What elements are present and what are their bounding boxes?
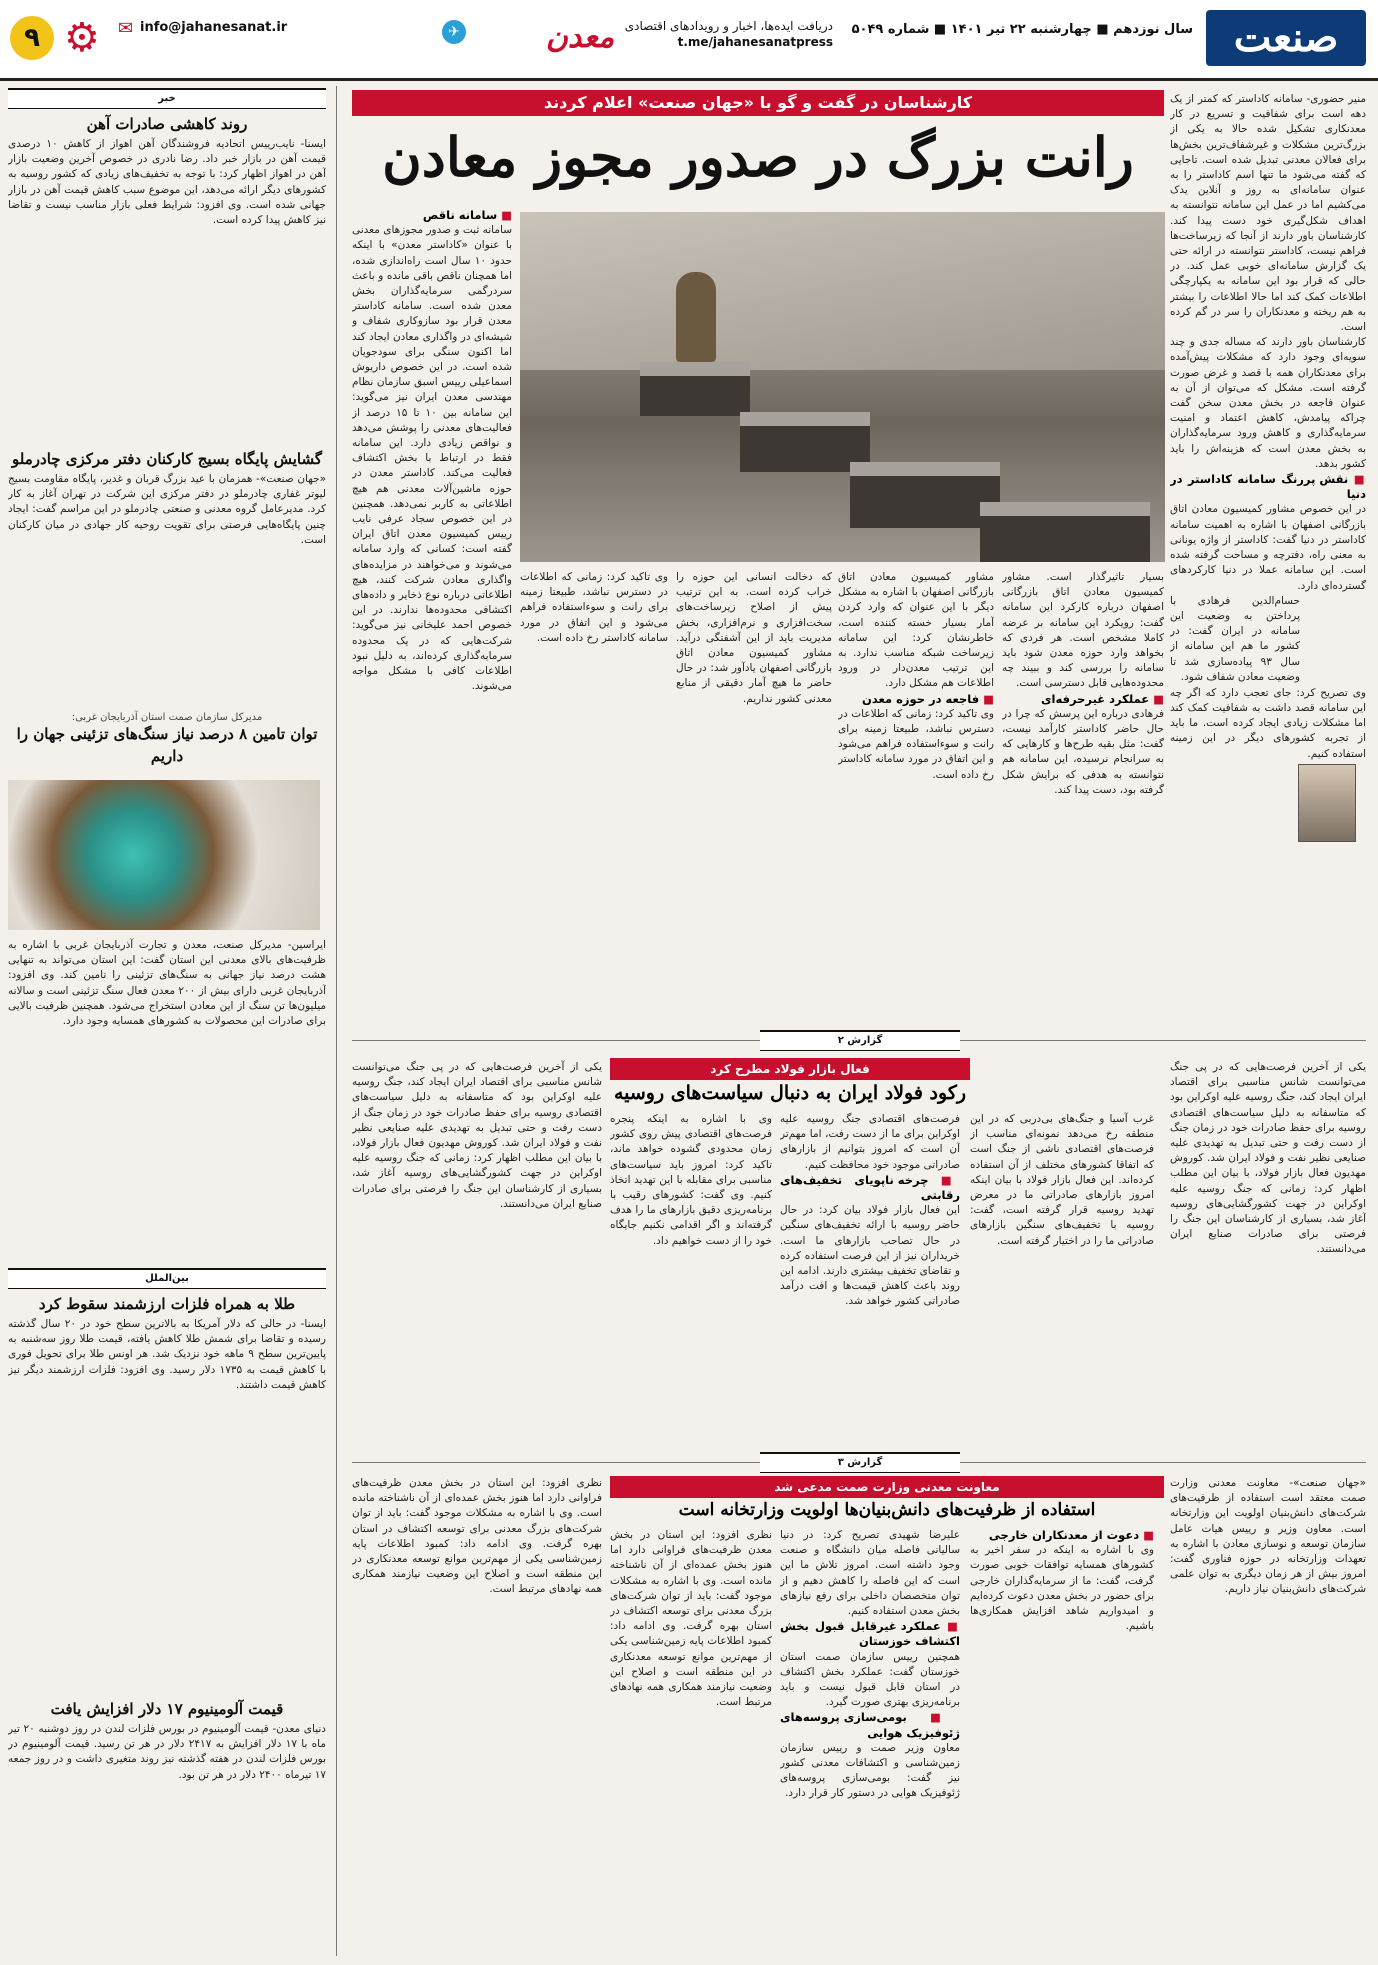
article-paragraph: وی تاکید کرد: زمانی که اطلاعات در دسترس نباشد، طبیعتا زمینه برای رانت و سوءاستفاده فراهم می‌شود و این اتفاق در مورد سامانه کاداستر رخ داده است. [838, 707, 994, 781]
sidebar-text: دنیای معدن- قیمت آلومینیوم در بورس فلزات لندن در روز دوشنبه ۲۰ تیر ماه با ۱۷ دلار افزایش به ۲۴۱۷ دلار در هر تن رسید. قیمت آلومینیوم در بورس فلزات لندن در هفته گذشته نیز روند متغیری داشت و در روز جمعه ۱۷ تیرماه ۲۴۰۰ دلار در هر تن بود. [8, 1723, 326, 1781]
article-paragraph: علیرضا شهیدی تصریح کرد: در دنیا سالیانی فاصله میان دانشگاه و صنعت وجود داشته است. امروز تلاش ما این است که این فاصله را کاهش دهیم و از توان متخصصان داخلی برای رفع نیازهای بخش معدن استفاده کنیم. [780, 1529, 960, 1618]
article-paragraph: سامانه ثبت و صدور مجوزهای معدنی با عنوان «کاداستر معدن» با اینکه حدود ۱۰ سال است راه‌اندازی شده، اما همچنان ناقص باقی مانده و باعث سردرگمی سرمایه‌گذاران بخش معدن شده است. سامانه کاداستر معدن قرار بود سازوکاری شفاف و شیشه‌ای در واگذاری معادن ایجاد کند اما اکنون سنگی برای سودجویان شده است. در این خصوص داریوش اسماعیلی رییس اسبق سازمان نظام مهندسی معدن ایران نیز می‌گوید: این سامانه بین ۱۰ تا ۱۵ درصد از فعالیت‌های معدنی را پوشش می‌دهد و نواقص زیادی دارد. این سامانه فقط در ارتباط با بخش اکتشاف فعالیت می‌کند. کاداستر معدن در حوزه ماشین‌آلات معدنی هم هیچ اطلاعاتی به کاربر نمی‌دهد. همچنین در این خصوص سجاد عرفی نایب رییس کمیسیون معدن اتاق ایران گفته است: کسانی که وارد سامانه می‌شوند و می‌خواهند در مزایده‌های واگذاری معادن شرکت کنند، هیچ اطلاعاتی درباره نوع ذخایر و داده‌های اکتشافی محدوده‌ها ندارند. در این خصوص احمد علیخانی نیز می‌گوید: شرکت‌هایی که در یک محدوده سرمایه‌گذاری کرده‌اند، به دلیل نبود اطلاعات کافی با مشکل مواجه می‌شوند. [352, 224, 512, 693]
sidebar-text: «جهان صنعت»- همزمان با عید بزرگ قربان و غدیر، پایگاه مقاومت بسیج لیوتر غفاری چادرملو در دفتر مرکزی این شرکت در تهران آغاز به کار کرد. مدیرعامل گروه معدنی و صنعتی چادرملو در این مراسم گفت: ایجاد چنین پایگاه‌هایی فرصتی برای تقویت روحیه کار جهادی در میان کارکنان است. [8, 473, 326, 546]
sidebar-label: بین‌الملل [8, 1268, 326, 1289]
middle-column-1 [1170, 1060, 1366, 1452]
telegram-icon[interactable]: ✈ [442, 20, 466, 44]
lower-kicker: معاونت معدنی وزارت صمت مدعی شد [610, 1476, 1164, 1498]
article-paragraph: وی با اشاره به اینکه در سفر اخیر به کشورهای همسایه توافقات خوبی صورت گرفت، گفت: ما از سرمایه‌گذاران خارجی برای حضور در بخش معدن دعوت کرده‌ایم و امیدواریم شاهد افزایش همکاری‌ها باشیم. [970, 1544, 1154, 1633]
article-paragraph: نظری افزود: این استان در بخش معدن ظرفیت‌های فراوانی دارد اما هنوز بخش عمده‌ای از آن ناشناخته مانده است. وی با اشاره به مشکلات موجود گفت: باید از توان شرکت‌های بزرگ معدنی برای توسعه اکتشاف در استان بهره گرفت. وی ادامه داد: کمبود اطلاعات پایه زمین‌شناسی یکی از مهم‌ترین موانع توسعه معدنکاری در این منطقه است و اصلاح این وضعیت نیازمند همکاری همه نهادهای مرتبط است. [352, 1477, 602, 1596]
article-paragraph: مشاور کمیسیون معادن اتاق بازرگانی اصفهان با اشاره به مشکل دیگر با این عنوان که وارد کردن آمار بسیار خسته کننده است، خاطرنشان کرد: این سامانه زیرساخت شبکه مناسب ندارد. به این ترتیب معدن‌دار در ورود اطلاعات هم مشکل دارد. [838, 571, 994, 690]
article-paragraph: در این خصوص مشاور کمیسیون معادن اتاق بازرگانی اصفهان با اشاره به اهمیت سامانه کاداستر در دنیا گفت: کاداستر از واژه یونانی به معنی راه، دفترچه و مساحت گرفته شده است. این سامانه عملا در دنیا کارکردهای گسترده‌ای دارد. [1170, 503, 1366, 592]
sidebar-title: توان تامین ۸ درصد نیاز سنگ‌های تزئینی جهان را داریم [16, 725, 318, 765]
middle-column-5 [352, 1060, 602, 1452]
article-paragraph: «جهان صنعت»- معاونت معدنی وزارت صمت معتقد است استفاده از ظرفیت‌های شرکت‌های دانش‌بنیان اولویت این وزارتخانه است. معاون وزیر و رییس هیات عامل سازمان توسعه و نوسازی معادن با اشاره به تعهدات وزارتخانه در حوزه فناوری گفت: امروز بیش از هر زمان دیگری به توان علمی شرکت‌های دانش‌بنیان نیاز داریم. [1170, 1477, 1366, 1596]
main-kicker: کارشناسان در گفت و گو با «جهان صنعت» اعلام کردند [352, 90, 1164, 116]
newspaper-logo[interactable]: صنعت [1206, 10, 1366, 66]
sidebar-text: ایسنا- در حالی که دلار آمریکا به بالاترین سطح خود در ۲۰ سال گذشته رسیده و تقاضا برای شمش طلا کاهش یافته، قیمت طلا روز سه‌شنبه به پایین‌ترین سطح ۹ ماهه خود نزدیک شد. هر اونس طلا برای تحویل فوری با کاهش قیمت به ۱۷۳۵ دلار رسید. وی افزود: فلزات ارزشمند دیگر نیز کاهش قیمت داشتند. [8, 1318, 326, 1391]
article-paragraph: کارشناسان باور دارند که مساله جدی و چند سویه‌ای وجود دارد که مشکلات پیش‌آمده برای معدنکاران همه با قصد و غرض صورت گرفته است. مشکل که می‌توان از آن به عنوان فاجعه در بخش معدن سخن گفت چراکه پیامدش، کاهش اعتماد و امنیت سرمایه‌گذاری و کاهش ورود سرمایه‌گذاران به بخش معدن است که هزینه‌اش را باید کشور بدهد. [1170, 336, 1366, 470]
article-paragraph: فرصت‌های اقتصادی جنگ روسیه علیه اوکراین برای ما از دست رفت، اما مهم‌تر آن است که امروز بتوانیم از بازارهای صادراتی موجود خود محافظت کنیم. [780, 1113, 960, 1171]
sidebar-text: ایراسین- مدیرکل صنعت، معدن و تجارت آذربایجان غربی با اشاره به ظرفیت‌های بالای معدنی این استان گفت: این استان می‌تواند به تنهایی هشت درصد نیاز جهانی به سنگ‌های تزئینی را تامین کند. وی افزود: آذربایجان غربی دارای بیش از ۲۰۰ معدن فعال سنگ تزئینی است و سالانه میلیون‌ها تن سنگ از این معادن استخراج می‌شود. همچنین ظرفیت بالایی برای صادرات این محصولات به کشورهای همسایه وجود دارد. [8, 939, 326, 1028]
main-headline: رانت بزرگ در صدور مجوز معادن [382, 125, 1134, 189]
sidebar-news-5 [8, 1700, 326, 1952]
sidebar-label: مدیرکل سازمان صمت استان آذربایجان غربی: [71, 712, 263, 723]
main-column-right [1170, 92, 1366, 1094]
subheading: ■ چرخه ناپویای تخفیف‌های رقابتی [780, 1173, 960, 1203]
report-rubric: گزارش ۲ [760, 1030, 960, 1051]
article-paragraph: غرب آسیا و جنگ‌های بی‌دربی که در این منطقه رخ می‌دهد نمونه‌ای مناسب از فرصت‌های اقتصادی ناشی از جنگ است که اتفاقا کشورهای مختلف از آن استفاده کرده‌اند. این فعال بازار فولاد با بیان اینکه امروز بازارهای صادراتی ما در معرض تهدید روسیه قرار گرفته است، گفت: روسیه با تخفیف‌های سنگین بازارهای صادراتی ما را در اختیار گرفته است. [970, 1113, 1154, 1247]
sidebar-news-4 [8, 1268, 326, 1707]
article-paragraph: که دخالت انسانی این حوزه را خراب کرده است. به این ترتیب پیش از اصلاح زیرساخت‌های سخت‌افزاری و نرم‌افزاری، بخش مدیریت باید از این آشفتگی درآید. مشاور کمیسیون معادن اتاق بازرگانی اصفهان یادآور شد: در حال حاضر ما هیچ آمار دقیقی از منابع معدنی کشور نداریم. [676, 571, 832, 705]
sidebar-text: ایسنا- نایب‌رییس اتحادیه فروشندگان آهن اهواز از کاهش ۱۰ درصدی قیمت آهن در بازار خبر داد. رضا نادری در خصوص آخرین وضعیت بازار آهن در اهواز اظهار کرد: با توجه به تخفیف‌های زیادی که کشور روسیه به کشورهای دیگر ارائه می‌دهد، این موضوع سبب کاهش قیمت آهن در بازار جهانی شده است. وی افزود: شرایط فعلی بازار مناسب نیست و تقاضا نیز کاهش پیدا کرده است. [8, 138, 326, 227]
subheading: ■ عملکرد غیرقابل قبول بخش اکتشاف خوزستان [780, 1619, 960, 1649]
lower-headline: استفاده از ظرفیت‌های دانش‌بنیان‌ها اولویت وزارتخانه است [678, 1500, 1096, 1520]
article-paragraph: نظری افزود: این استان در بخش معدن ظرفیت‌های فراوانی دارد اما هنوز بخش عمده‌ای از آن ناشناخته مانده است. وی با اشاره به مشکلات موجود گفت: باید از توان شرکت‌های بزرگ معدنی برای توسعه اکتشاف در استان بهره گرفت. وی ادامه داد: کمبود اطلاعات پایه زمین‌شناسی یکی از مهم‌ترین موانع توسعه معدنکاری در این منطقه است و اصلاح این وضعیت نیازمند همکاری همه نهادهای مرتبط است. [610, 1529, 772, 1709]
main-column-mid-3 [676, 570, 832, 1036]
issue-info: سال نوزدهم ■ چهارشنبه ۲۲ تیر ۱۴۰۱ ■ شماره ۵۰۴۹ [851, 22, 1193, 37]
sidebar-news-3 [8, 712, 326, 767]
bio-paragraph: حسام‌الدین فرهادی با پرداختن به وضعیت این سامانه در ایران گفت: در کشور ما هم این سامانه از سال ۹۳ پیاده‌سازی شد تا وضعیت معادن شفاف شود. [1170, 594, 1300, 683]
sidebar-title: طلا به همراه فلزات ارزشمند سقوط کرد [38, 1295, 296, 1313]
middle-column-4 [610, 1112, 772, 1452]
lower-column-3 [780, 1528, 960, 1954]
section-title: معدن [545, 20, 615, 55]
mail-icon: ✉ [118, 18, 134, 39]
mine-photo [520, 212, 1165, 562]
article-paragraph: منیر حضوری- سامانه کاداستر که کمتر از یک دهه است برای شفافیت و تسریع در کار معدنکاری تشکیل شده حالا به یکی از بزرگ‌ترین مشکلات و غیرشفاف‌ترین بخش‌ها برای فعالان معدنی تبدیل شده است. تاجایی که گفته می‌شود ما تنها اسم کاداستر را به عنوان سامانه‌ای به روز و آنلاین یدک می‌کشیم اما در عمل این سامانه نتوانسته به اهداف شکل‌گیری خود دست پیدا کند. کارشناسان باور دارند از آنجا که زیرساخت‌ها فراهم نیست، کاداستر نتوانسته در ارائه حتی یک گزارش سامانه‌ای خوبی عمل کند. در حالی که قرار بود این سامانه به یکپارچگی اطلاعات کمک کند اما حالا اطلاعات را بیشتر به هم ریخته و معدنکاران را سر در گم کرده است. [1170, 93, 1366, 334]
article-paragraph: وی تاکید کرد: زمانی که اطلاعات در دسترس نباشد، طبیعتا زمینه برای رانت و سوءاستفاده فراهم می‌شود و این اتفاق در مورد سامانه کاداستر رخ داده است. [520, 571, 668, 644]
main-column-mid-4 [520, 570, 668, 1036]
article-paragraph: وی تصریح کرد: جای تعجب دارد که اگر چه این سامانه قصد داشت به شفافیت کمک کند اما مشکلات زیادی ایجاد کرده است. ما باید از تجربه کشورهای دیگر در این زمینه استفاده کنیم. [1170, 686, 1366, 760]
telegram-promo[interactable] [625, 18, 833, 50]
article-paragraph: همچنین رییس سازمان صمت استان خوزستان گفت: عملکرد بخش اکتشاف در استان قابل قبول نیست و باید برنامه‌ریزی بهتری صورت گیرد. [780, 1650, 960, 1709]
email-link[interactable]: info@jahanesanat.ir [140, 20, 288, 35]
subheading: ■ بومی‌سازی پروسه‌های ژئوفیزیک هوایی [780, 1710, 960, 1740]
article-paragraph: فرهادی درباره این پرسش که چرا در حال حاضر کاداستر کارآمد نیست، گفت: مثل بقیه طرح‌ها و کارهایی که به سرانجام نرسیده، این سامانه هم نتوانسته به هدفی که برایش شکل گرفته بود، دست پیدا کند. [1002, 707, 1164, 796]
article-paragraph: یکی از آخرین فرصت‌هایی که در پی جنگ می‌توانست شانس مناسبی برای اقتصاد ایران ایجاد کند، جنگ روسیه علیه اوکراین بود که متاسفانه به دلیل سیاست‌های اقتصادی روسیه برای حفظ صادرات خود در زمان جنگ از دست رفت و حتی تبدیل به تهدیدی علیه صنایعی نظیر نفت و فولاد ایران شد. کوروش مهدیون فعال بازار فولاد، با بیان این مطلب اظهار کرد: زمانی که جنگ روسیه علیه اوکراین در جهت کشورگشایی‌های روسیه آغاز شد، بسیاری از کارشناسان این جنگ را فرصتی برای صادرات صنایع ایران می‌دانستند. [352, 1061, 602, 1210]
main-column-left [352, 208, 512, 1034]
sidebar-title: گشایش پایگاه بسیج کارکنان دفتر مرکزی چادرملو [12, 450, 322, 468]
portrait-photo [1298, 764, 1356, 842]
sidebar-title: قیمت آلومینیوم ۱۷ دلار افزایش یافت [50, 1700, 284, 1718]
gemstone-photo [8, 780, 320, 930]
sidebar-title: روند کاهشی صادرات آهن [86, 115, 248, 133]
article-paragraph: یکی از آخرین فرصت‌هایی که در پی جنگ می‌توانست شانس مناسبی برای اقتصاد ایران ایجاد کند، جنگ روسیه علیه اوکراین بود که متاسفانه به دلیل سیاست‌های اقتصادی روسیه برای حفظ صادرات خود در زمان جنگ از دست رفت و حتی تبدیل به تهدیدی علیه صنایعی نظیر نفت و فولاد ایران شد. کوروش مهدیون فعال بازار فولاد، با بیان این مطلب اظهار کرد: زمانی که جنگ روسیه علیه اوکراین در جهت کشورگشایی‌های روسیه آغاز شد، بسیاری از کارشناسان این جنگ را فرصتی برای صادرات صنایع ایران می‌دانستند. [1170, 1061, 1366, 1256]
telegram-link[interactable]: t.me/jahanesanatpress [677, 35, 833, 49]
subheading: ■ نقش پررنگ سامانه کاداستر در دنیا [1170, 472, 1366, 502]
middle-column-3 [780, 1112, 960, 1452]
page-number: ۹ [10, 16, 54, 60]
middle-column-2 [970, 1112, 1154, 1452]
sidebar-label: خبر [8, 88, 326, 109]
telegram-line-1: دریافت ایده‌ها، اخبار و رویدادهای اقتصادی [624, 19, 833, 33]
gear-icon: ⚙ [64, 15, 100, 61]
article-paragraph: بسیار تاثیرگذار است. مشاور کمیسیون معادن اتاق بازرگانی اصفهان درباره کارکرد این سامانه گفت: رویکرد این سامانه بر عرضه کاملا مشخص است. هر فردی که بخواهد وارد حوزه معدن شود باید سامانه را بررسی کند و ببیند چه محدوده‌هایی قابل دسترسی است. [1002, 571, 1164, 690]
article-paragraph: معاون وزیر صمت و رییس سازمان زمین‌شناسی و اکتشافات معدنی کشور نیز گفت: بومی‌سازی پروسه‌های ژئوفیزیک هوایی در دستور کار قرار دارد. [780, 1741, 960, 1800]
middle-headline: رکود فولاد ایران به دنبال سیاست‌های روسیه [613, 1082, 967, 1104]
subheading: ■ عملکرد غیرحرفه‌ای [1002, 692, 1164, 707]
sidebar-divider [336, 86, 337, 1956]
main-column-mid-2 [838, 570, 994, 1036]
lower-column-2 [970, 1528, 1154, 1954]
lower-column-5 [352, 1476, 602, 1954]
lower-column-1 [1170, 1476, 1366, 1954]
middle-kicker: فعال بازار فولاد مطرح کرد [610, 1058, 970, 1080]
subheading: ■ دعوت از معدنکاران خارجی [970, 1528, 1154, 1543]
sidebar-news-1 [8, 88, 326, 429]
article-paragraph: وی با اشاره به اینکه پنجره فرصت‌های اقتصادی پیش روی کشور زمان محدودی گشوده خواهد ماند، تاکید کرد: امروز باید سیاست‌های مناسبی برای مقابله با این تهدید اتخاذ کنیم. وی گفت: کشورهای رقیب با برنامه‌ریزی دقیق بازارهای ما را هدف گرفته‌اند و اگر اقدامی نکنیم جایگاه خود را از دست خواهیم داد. [610, 1113, 772, 1247]
report-rubric: گزارش ۳ [760, 1452, 960, 1473]
subheading: ■ فاجعه در حوزه معدن [838, 692, 994, 707]
lower-column-4 [610, 1528, 772, 1954]
article-paragraph: این فعال بازار فولاد بیان کرد: در حال حاضر روسیه با ارائه تخفیف‌های سنگین در حال تصاحب بازارهای ما است. خریداران نیز از این فرصت استفاده کرده و تقاضای تخفیف بیشتری دارند. ادامه این روند باعث کاهش قیمت‌ها و افت درآمد صادراتی کشور خواهد شد. [780, 1204, 960, 1308]
subheading: ■ سامانه ناقص [352, 208, 512, 223]
main-column-mid-1 [1002, 570, 1164, 1036]
sidebar-news-2 [8, 450, 326, 712]
